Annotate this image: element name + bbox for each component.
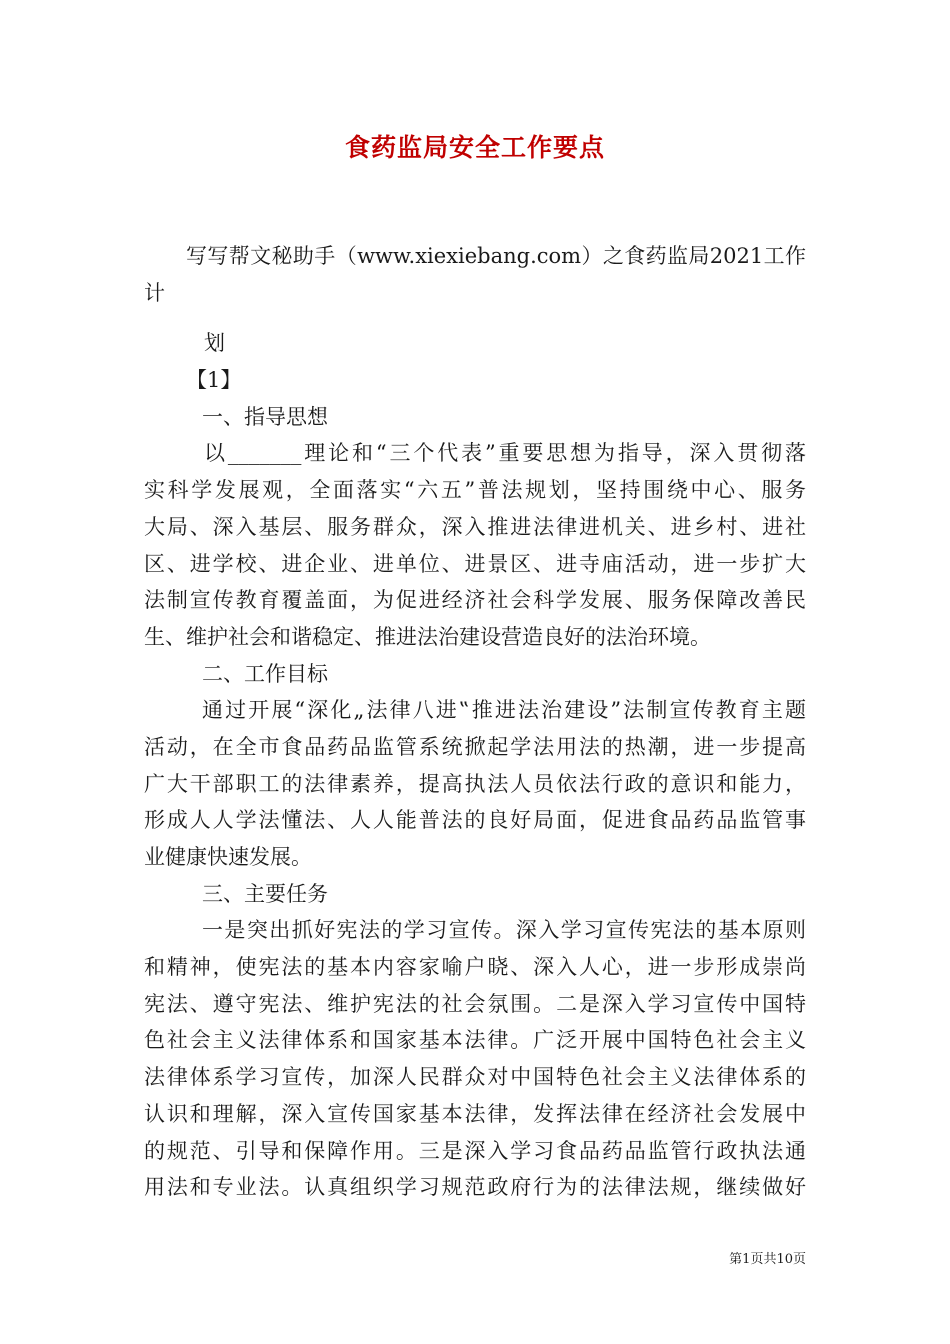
text-line: 色社会主义法律体系和国家基本法律。广泛开展中国特色社会主义: [144, 1028, 806, 1053]
text-line: 计: [144, 280, 165, 305]
text-line: 形成人人学法懂法、人人能普法的良好局面，促进食品药品监管事: [144, 808, 806, 833]
text-line: 认识和理解，深入宣传国家基本法律，发挥法律在经济社会发展中: [144, 1101, 806, 1126]
text-line: 宪法、遵守宪法、维护宪法的社会氛围。二是深入学习宣传中国特: [144, 991, 806, 1016]
text-line: 一是突出抓好宪法的学习宣传。深入学习宣传宪法的基本原则: [202, 918, 806, 943]
text-line: 的规范、引导和保障作用。三是深入学习食品药品监管行政执法通: [144, 1138, 806, 1163]
text-line: 二、工作目标: [202, 661, 328, 686]
text-line: 业健康快速发展。: [144, 845, 312, 869]
text-line: 一、指导思想: [202, 404, 328, 429]
text-line: 生、维护社会和谐稳定、推进法治建设营造良好的法治环境。: [144, 624, 711, 649]
document-body: [144, 238, 806, 1206]
text-line: 法制宣传教育覆盖面，为促进经济社会科学发展、服务保障改善民: [144, 588, 806, 613]
text-line: 写写帮文秘助手（www.xiexiebang.com）之食药监局2021工作: [186, 244, 806, 268]
page-footer: 第1页共10页: [729, 1252, 806, 1267]
text-line: 以_______理论和“三个代表”重要思想为指导，深入贯彻落: [204, 441, 806, 466]
line-gap: [144, 311, 806, 325]
document-title: 食药监局安全工作要点: [344, 133, 605, 162]
text-line: 大局、深入基层、服务群众，深入推进法律进机关、进乡村、进社: [144, 514, 806, 539]
text-line: 活动，在全市食品药品监管系统掀起学法用法的热潮，进一步提高: [144, 734, 806, 759]
text-line: 用法和专业法。认真组织学习规范政府行为的法律法规，继续做好: [144, 1175, 806, 1200]
text-line: 广大干部职工的法律素养，提高执法人员依法行政的意识和能力，: [144, 771, 806, 796]
text-line: 划: [204, 331, 225, 356]
text-line: 三、主要任务: [202, 881, 328, 906]
text-line: 通过开展“深化„法律八进‟推进法治建设”法制宣传教育主题: [202, 698, 806, 723]
text-line: 实科学发展观，全面落实“六五”普法规划，坚持围绕中心、服务: [144, 478, 806, 503]
text-line: 【1】: [186, 368, 242, 393]
text-line: 法律体系学习宣传，加深人民群众对中国特色社会主义法律体系的: [144, 1065, 806, 1090]
text-line: 和精神，使宪法的基本内容家喻户晓、深入人心，进一步形成崇尚: [144, 955, 806, 980]
text-line: 区、进学校、进企业、进单位、进景区、进寺庙活动，进一步扩大: [144, 551, 806, 576]
